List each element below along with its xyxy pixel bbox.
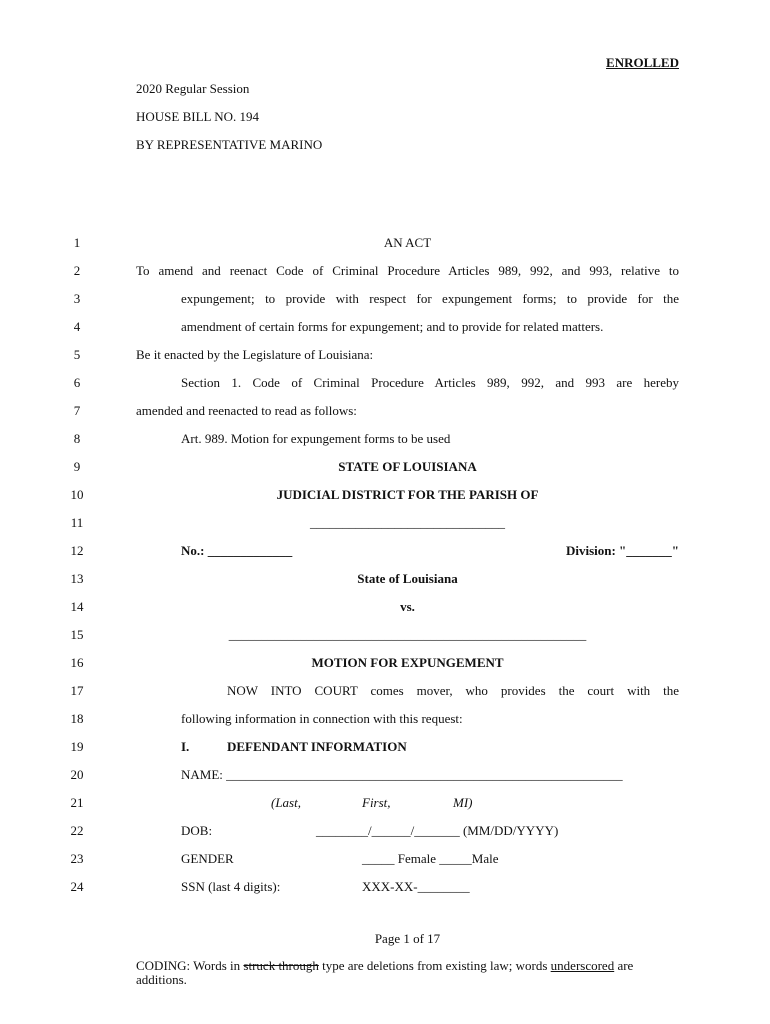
line-number: 3 [73, 291, 81, 306]
section-title: DEFENDANT INFORMATION [227, 739, 407, 754]
line-number: 14 [70, 599, 84, 614]
page-number: Page 1 of 17 [374, 931, 441, 946]
session-label: 2020 Regular Session [136, 81, 250, 96]
enrolled-label: ENROLLED [606, 55, 679, 70]
bill-number: HOUSE BILL NO. 194 [136, 109, 260, 124]
dob-field: ________/______/_______ (MM/DD/YYYY) [316, 823, 559, 838]
article-heading: Art. 989. Motion for expungement forms to be used [181, 431, 451, 446]
act-title-line: To amend and reenact Code of Criminal Procedure Articles 989, 992, and 993, relative to [136, 263, 679, 278]
coding-text: CODING: Words in [136, 958, 244, 973]
section-text: amended and reenacted to read as follows: [136, 403, 357, 418]
case-number-field: No.: _____________ [181, 543, 293, 558]
line-number: 24 [70, 879, 84, 894]
line-number: 4 [73, 319, 81, 334]
line-number: 6 [73, 375, 81, 390]
line-number: 13 [70, 571, 84, 586]
coding-underscored-example: underscored [550, 958, 615, 973]
act-title-line: expungement; to provide with respect for expungement forms; to provide for the [181, 291, 679, 306]
line-number: 17 [70, 683, 84, 698]
act-heading: AN ACT [383, 235, 432, 250]
dob-label: DOB: [181, 823, 213, 838]
line-number: 2 [73, 263, 81, 278]
act-title-line: amendment of certain forms for expungement; and to provide for related matters. [181, 319, 604, 334]
line-number: 15 [70, 627, 84, 642]
coding-text: type are deletions from existing law; words [318, 958, 551, 973]
line-number: 9 [73, 459, 81, 474]
line-number: 1 [73, 235, 81, 250]
line-number: 20 [70, 767, 84, 782]
section-text: Section 1. Code of Criminal Procedure Articles 989, 992, and 993 are hereby [181, 375, 679, 390]
line-number: 16 [70, 655, 84, 670]
line-number: 18 [70, 711, 84, 726]
line-number: 5 [73, 347, 81, 362]
enacting-clause: Be it enacted by the Legislature of Louisiana: [136, 347, 374, 362]
coding-text: are additions. [136, 958, 634, 987]
name-field: NAME: _____________________________________________________________ [181, 767, 623, 782]
name-hint-mi: MI) [453, 795, 473, 810]
line-number: 10 [70, 487, 84, 502]
gender-label: GENDER [181, 851, 234, 866]
versus-label: vs. [400, 599, 415, 614]
defendant-blank: _______________________________________________________ [228, 627, 587, 642]
sponsor: BY REPRESENTATIVE MARINO [136, 137, 323, 152]
gender-field: _____ Female _____Male [362, 851, 499, 866]
coding-note [136, 959, 679, 987]
motion-text: following information in connection with this request: [181, 711, 463, 726]
name-hint-first: First, [362, 795, 391, 810]
division-field: Division: "_______" [565, 543, 679, 558]
ssn-field: XXX-XX-________ [362, 879, 470, 894]
parish-blank: ______________________________ [310, 515, 505, 530]
line-number: 19 [70, 739, 84, 754]
line-number: 8 [73, 431, 81, 446]
motion-text: NOW INTO COURT comes mover, who provides the court with the [227, 683, 679, 698]
ssn-label: SSN (last 4 digits): [181, 879, 281, 894]
motion-title: MOTION FOR EXPUNGEMENT [311, 655, 504, 670]
form-state-heading: STATE OF LOUISIANA [338, 459, 477, 474]
line-number: 7 [73, 403, 81, 418]
line-number: 11 [70, 515, 84, 530]
name-hint-last: (Last, [271, 795, 301, 810]
line-number: 12 [70, 543, 84, 558]
form-district-heading: JUDICIAL DISTRICT FOR THE PARISH OF [276, 487, 539, 502]
section-number: I. [181, 739, 190, 754]
line-number: 22 [70, 823, 84, 838]
line-number: 21 [70, 795, 84, 810]
coding-struck-example: struck through [243, 958, 319, 973]
line-number: 23 [70, 851, 84, 866]
plaintiff-label: State of Louisiana [357, 571, 458, 586]
